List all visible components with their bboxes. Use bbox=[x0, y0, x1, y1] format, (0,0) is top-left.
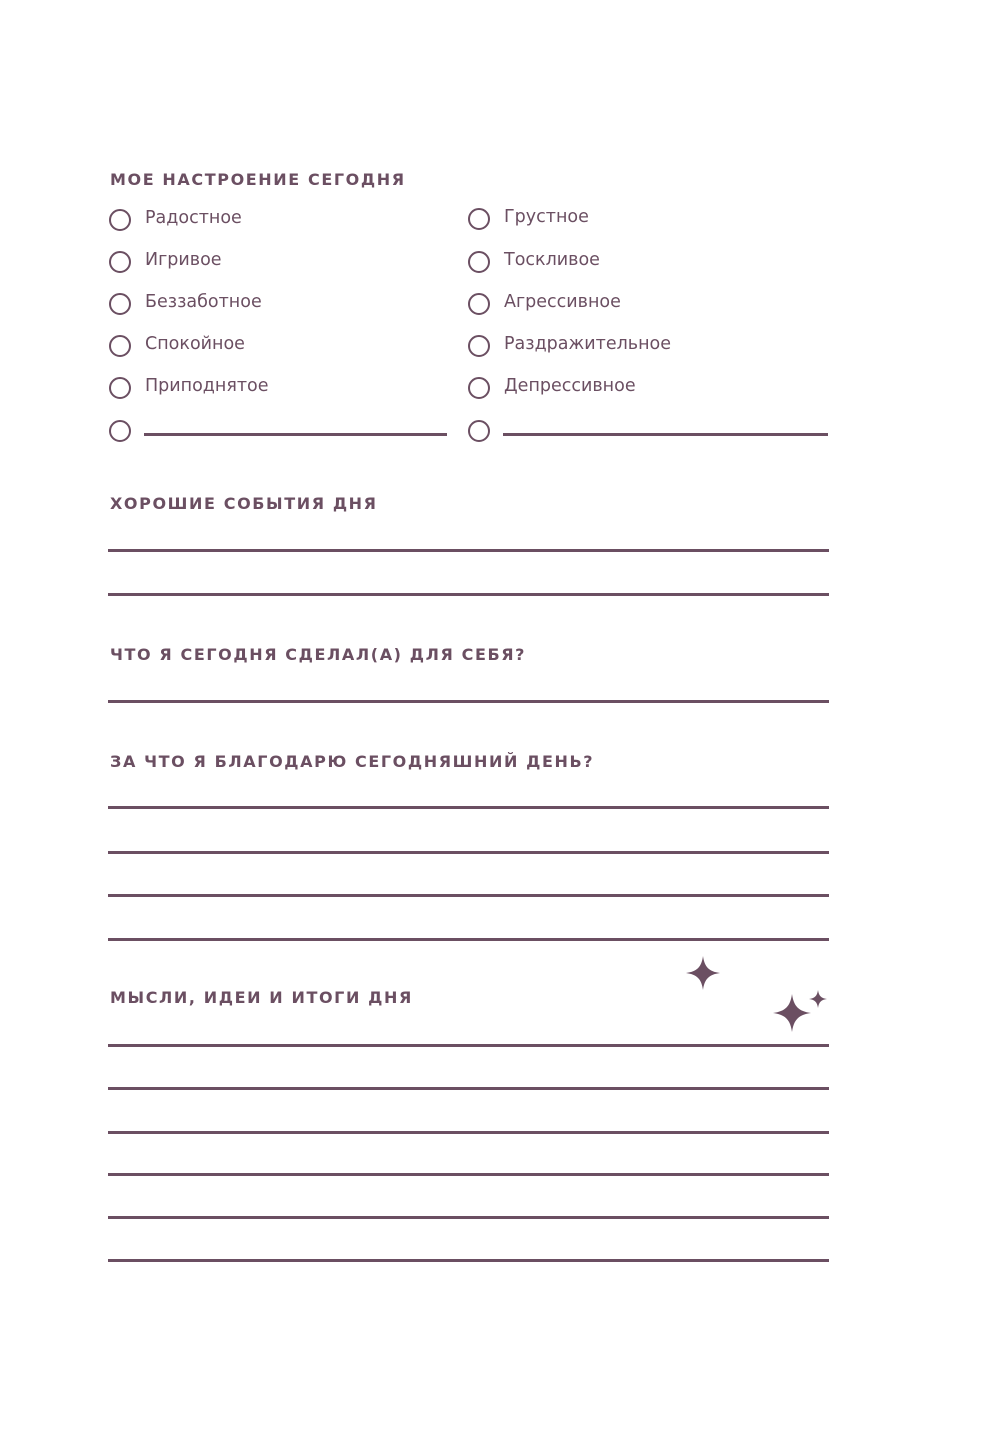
sparkle-icon bbox=[773, 994, 811, 1032]
for-myself-heading: ЧТО Я СЕГОДНЯ СДЕЛАЛ(А) ДЛЯ СЕБЯ? bbox=[110, 645, 527, 664]
mood-option-right-3[interactable] bbox=[468, 291, 798, 317]
gratitude-line[interactable] bbox=[108, 806, 829, 809]
mood-option-right-1[interactable] bbox=[468, 206, 798, 232]
for-myself-line[interactable] bbox=[108, 700, 829, 703]
thoughts-line[interactable] bbox=[108, 1259, 829, 1262]
mood-option-left-custom[interactable] bbox=[109, 418, 449, 444]
radio-circle-icon[interactable] bbox=[109, 335, 131, 357]
gratitude-line[interactable] bbox=[108, 894, 829, 897]
radio-circle-icon[interactable] bbox=[468, 251, 490, 273]
custom-mood-blank-line[interactable] bbox=[503, 433, 828, 436]
mood-option-left-2[interactable] bbox=[109, 249, 439, 275]
mood-option-label: Агрессивное bbox=[504, 292, 621, 312]
mood-option-label: Игривое bbox=[145, 250, 222, 270]
thoughts-line[interactable] bbox=[108, 1131, 829, 1134]
mood-option-left-3[interactable] bbox=[109, 291, 439, 317]
radio-circle-icon[interactable] bbox=[109, 293, 131, 315]
thoughts-line[interactable] bbox=[108, 1173, 829, 1176]
radio-circle-icon[interactable] bbox=[109, 209, 131, 231]
radio-circle-icon[interactable] bbox=[109, 251, 131, 273]
mood-option-left-5[interactable] bbox=[109, 375, 439, 401]
radio-circle-icon[interactable] bbox=[468, 293, 490, 315]
mood-option-label: Беззаботное bbox=[145, 292, 262, 312]
radio-circle-icon[interactable] bbox=[468, 377, 490, 399]
mood-option-right-custom[interactable] bbox=[468, 418, 830, 444]
gratitude-line[interactable] bbox=[108, 938, 829, 941]
mood-option-right-2[interactable] bbox=[468, 249, 798, 275]
mood-option-right-5[interactable] bbox=[468, 375, 798, 401]
sparkle-icon bbox=[686, 956, 720, 990]
gratitude-line[interactable] bbox=[108, 851, 829, 854]
sparkle-icon bbox=[809, 990, 827, 1008]
mood-option-left-1[interactable] bbox=[109, 207, 439, 233]
mood-option-label: Спокойное bbox=[145, 334, 245, 354]
thoughts-line[interactable] bbox=[108, 1216, 829, 1219]
custom-mood-blank-line[interactable] bbox=[144, 433, 447, 436]
gratitude-heading: ЗА ЧТО Я БЛАГОДАРЮ СЕГОДНЯШНИЙ ДЕНЬ? bbox=[110, 752, 595, 771]
thoughts-line[interactable] bbox=[108, 1087, 829, 1090]
mood-option-right-4[interactable] bbox=[468, 333, 798, 359]
good-events-heading: ХОРОШИЕ СОБЫТИЯ ДНЯ bbox=[110, 494, 378, 513]
mood-option-label: Приподнятое bbox=[145, 376, 269, 396]
radio-circle-icon[interactable] bbox=[468, 420, 490, 442]
mood-option-label: Раздражительное bbox=[504, 334, 672, 354]
radio-circle-icon[interactable] bbox=[468, 208, 490, 230]
mood-option-label: Депрессивное bbox=[504, 376, 636, 396]
mood-heading: МОЕ НАСТРОЕНИЕ СЕГОДНЯ bbox=[110, 170, 406, 189]
mood-option-left-4[interactable] bbox=[109, 333, 439, 359]
mood-option-label: Радостное bbox=[145, 208, 242, 228]
radio-circle-icon[interactable] bbox=[109, 377, 131, 399]
mood-option-label: Грустное bbox=[504, 207, 589, 227]
mood-option-label: Тоскливое bbox=[504, 250, 600, 270]
thoughts-line[interactable] bbox=[108, 1044, 829, 1047]
good-events-line[interactable] bbox=[108, 593, 829, 596]
good-events-line[interactable] bbox=[108, 549, 829, 552]
radio-circle-icon[interactable] bbox=[109, 420, 131, 442]
radio-circle-icon[interactable] bbox=[468, 335, 490, 357]
thoughts-heading: МЫСЛИ, ИДЕИ И ИТОГИ ДНЯ bbox=[110, 988, 413, 1007]
